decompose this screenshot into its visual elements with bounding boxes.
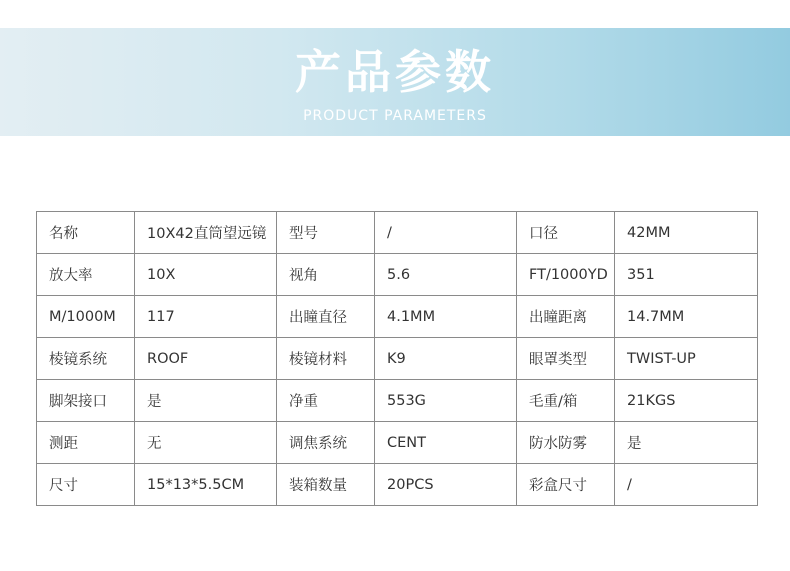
param-value: 是 bbox=[135, 380, 277, 422]
parameters-table-body bbox=[37, 212, 758, 506]
param-label: 放大率 bbox=[37, 254, 135, 296]
param-value: 351 bbox=[615, 254, 758, 296]
param-value: 无 bbox=[135, 422, 277, 464]
param-value: 20PCS bbox=[375, 464, 517, 506]
table-row bbox=[37, 296, 758, 338]
param-value: ROOF bbox=[135, 338, 277, 380]
param-label: 防水防雾 bbox=[517, 422, 615, 464]
param-value: / bbox=[615, 464, 758, 506]
param-value: 4.1MM bbox=[375, 296, 517, 338]
page-subtitle: PRODUCT PARAMETERS bbox=[303, 108, 487, 124]
param-value: TWIST-UP bbox=[615, 338, 758, 380]
param-label: 视角 bbox=[277, 254, 375, 296]
param-value: 5.6 bbox=[375, 254, 517, 296]
param-label: 棱镜材料 bbox=[277, 338, 375, 380]
param-label: 脚架接口 bbox=[37, 380, 135, 422]
param-label: 型号 bbox=[277, 212, 375, 254]
table-row bbox=[37, 464, 758, 506]
param-label: 装箱数量 bbox=[277, 464, 375, 506]
param-label: 名称 bbox=[37, 212, 135, 254]
param-value: 117 bbox=[135, 296, 277, 338]
param-value: / bbox=[375, 212, 517, 254]
param-label: 净重 bbox=[277, 380, 375, 422]
param-value: 15*13*5.5CM bbox=[135, 464, 277, 506]
param-value: CENT bbox=[375, 422, 517, 464]
table-row bbox=[37, 212, 758, 254]
param-label: 眼罩类型 bbox=[517, 338, 615, 380]
table-row bbox=[37, 254, 758, 296]
param-value: 14.7MM bbox=[615, 296, 758, 338]
param-label: 毛重/箱 bbox=[517, 380, 615, 422]
param-value: 42MM bbox=[615, 212, 758, 254]
page-title: 产品参数 bbox=[295, 45, 495, 99]
param-value: 553G bbox=[375, 380, 517, 422]
param-value: 21KGS bbox=[615, 380, 758, 422]
param-label: 调焦系统 bbox=[277, 422, 375, 464]
param-label: 尺寸 bbox=[37, 464, 135, 506]
table-row bbox=[37, 380, 758, 422]
param-label: 测距 bbox=[37, 422, 135, 464]
param-label: 出瞳距离 bbox=[517, 296, 615, 338]
param-value: K9 bbox=[375, 338, 517, 380]
param-label: FT/1000YD bbox=[517, 254, 615, 296]
parameters-table bbox=[36, 211, 758, 506]
table-row bbox=[37, 422, 758, 464]
param-label: M/1000M bbox=[37, 296, 135, 338]
param-label: 彩盒尺寸 bbox=[517, 464, 615, 506]
param-value: 10X42直筒望远镜 bbox=[135, 212, 277, 254]
param-label: 口径 bbox=[517, 212, 615, 254]
param-value: 是 bbox=[615, 422, 758, 464]
param-value: 10X bbox=[135, 254, 277, 296]
param-label: 出瞳直径 bbox=[277, 296, 375, 338]
param-label: 棱镜系统 bbox=[37, 338, 135, 380]
table-row bbox=[37, 338, 758, 380]
header-banner bbox=[0, 28, 790, 136]
